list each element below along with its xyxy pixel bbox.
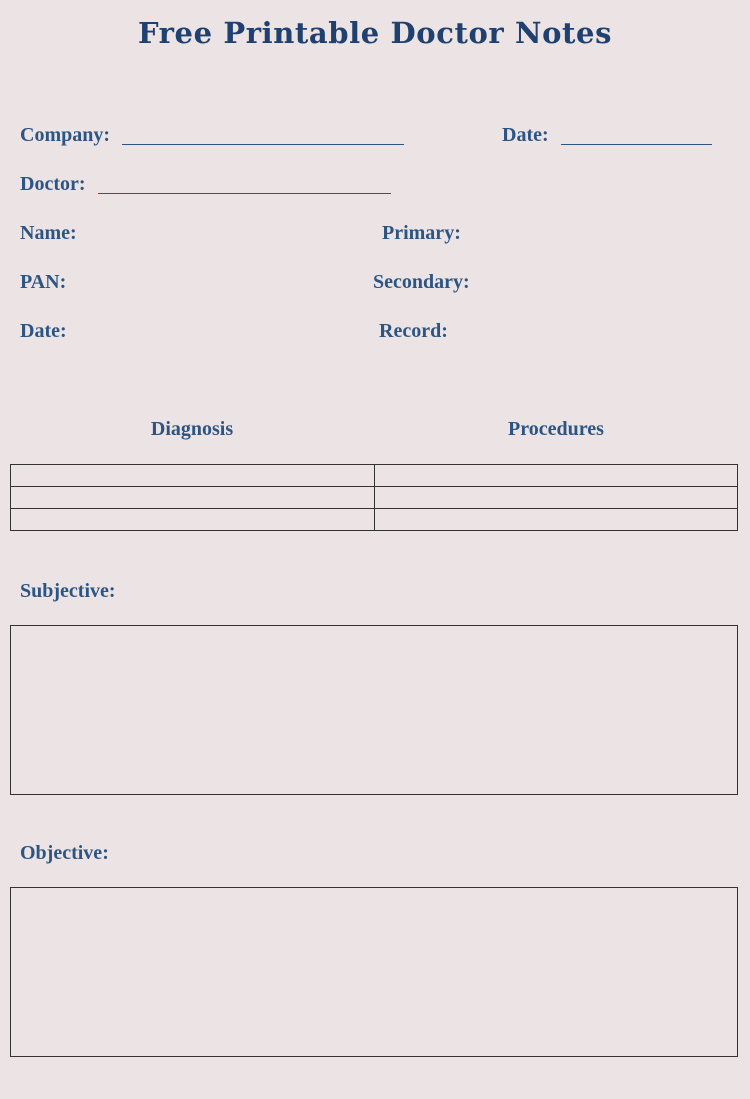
table-row [11, 509, 738, 531]
doctor-field[interactable] [98, 193, 391, 194]
patient-date-label: Date: [20, 320, 67, 342]
procedures-cell[interactable] [375, 465, 738, 487]
diagnosis-cell[interactable] [11, 509, 375, 531]
diagnosis-procedures-table [10, 464, 738, 531]
doctor-label: Doctor: [20, 173, 86, 195]
company-label: Company: [20, 124, 111, 146]
procedures-cell[interactable] [375, 509, 738, 531]
diagnosis-cell[interactable] [11, 465, 375, 487]
table-row [11, 465, 738, 487]
name-label: Name: [20, 222, 77, 244]
date-field[interactable] [561, 144, 712, 145]
subjective-label: Subjective: [20, 580, 116, 602]
subjective-box[interactable] [10, 625, 738, 795]
diagnosis-heading: Diagnosis [150, 418, 234, 440]
pan-label: PAN: [20, 271, 67, 293]
company-field[interactable] [122, 144, 404, 145]
table-row [11, 487, 738, 509]
procedures-heading: Procedures [508, 418, 604, 440]
secondary-label: Secondary: [373, 271, 470, 293]
diagnosis-cell[interactable] [11, 487, 375, 509]
objective-label: Objective: [20, 842, 109, 864]
procedures-cell[interactable] [375, 487, 738, 509]
date-label: Date: [502, 124, 549, 146]
primary-label: Primary: [382, 222, 461, 244]
objective-box[interactable] [10, 887, 738, 1057]
page-title: Free Printable Doctor Notes [137, 16, 613, 50]
record-label: Record: [379, 320, 448, 342]
